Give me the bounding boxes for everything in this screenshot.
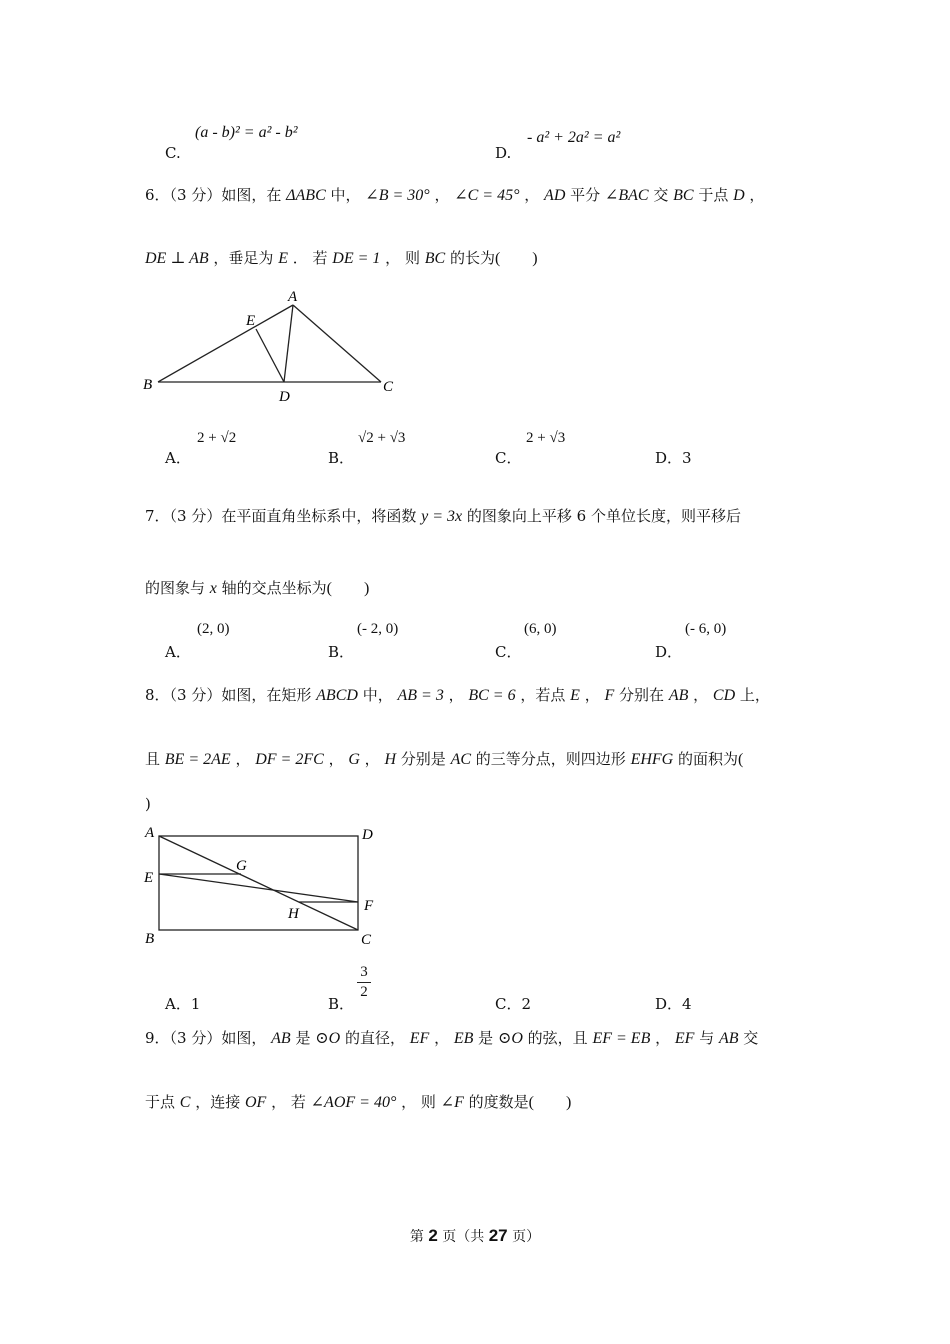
text-segment: 的三等分点，则四边形 [471,750,631,768]
text-segment: 如图， [221,1029,272,1047]
q7-option-c-value: (6, 0) [524,621,557,637]
text-segment: ， [744,186,765,204]
text-segment: ， [443,686,469,704]
q8-line-2 [145,749,743,770]
q7-number: 7． [145,507,170,525]
answer-blank: ( [738,751,744,768]
math-expression: AB = 3 [397,687,444,704]
q9-line-1 [145,1028,758,1049]
math-expression: ⊙O [315,1030,341,1047]
q8-label-e: E [144,870,154,886]
text-segment: ， [323,750,349,768]
q6-line-2 [145,248,538,269]
text-segment: 的图象向上平移 6 个单位长度，则平移后 [462,507,741,525]
math-expression: EF [674,1030,695,1047]
text-segment: ， [230,750,256,768]
q6-option-c-value: 2 + √3 [526,430,566,446]
text-segment: 是 [290,1029,316,1047]
math-expression: D [733,187,745,204]
q8-option-b-label: B． [328,995,355,1013]
math-expression: CD [712,687,736,704]
math-expression: ∠B = 30° [365,187,430,204]
q5-option-d-expr: - a² + 2a² = a² [527,129,621,146]
q5-option-c-label: C. [165,144,181,162]
page-footer: 第 2 页（共 27 页） [409,1226,541,1245]
q8-fraction-bar [357,982,371,983]
q7-line-1 [145,506,741,527]
q8-option-a: A．1 [165,995,201,1013]
q6-edge-ac [293,305,381,382]
math-expression: EB [453,1030,474,1047]
math-expression: EHFG [630,751,674,768]
math-expression: AC [450,751,472,768]
text-segment: ， 若 [266,1093,311,1111]
q8-option-b-fraction [357,964,371,1001]
text-segment: 的面积为 [673,750,738,768]
math-expression: ∠F [440,1094,464,1111]
q7-option-a-label: A． [165,643,191,661]
q6-option-a-value: 2 + √2 [197,430,237,446]
text-segment: 交 [738,1029,759,1047]
q8-line-3: ) [145,795,151,813]
q8-label-a: A [145,825,155,841]
text-segment: ． 若 [287,249,333,267]
q6-edge-ba [158,305,293,382]
q6-line-1 [145,185,764,206]
answer-blank: ( ) [528,1094,572,1111]
text-segment: ， 则 [396,1093,441,1111]
text-segment: 上， [735,686,770,704]
text-segment: 中， [357,686,398,704]
q7-option-a-value: (2, 0) [197,621,230,637]
text-segment: ， [579,686,605,704]
q8-label-g: G [236,858,247,874]
text-segment: 分别是 [396,750,451,768]
q6-label-c: C [383,379,394,395]
q8-number: 8． [145,686,170,704]
math-expression: DE = 1 [332,250,381,267]
q8-score: （3 分） [169,686,222,704]
math-expression: H [384,751,397,768]
math-expression: DF = 2FC [255,751,324,768]
text-segment: 的长为 [445,249,495,267]
q5-option-c-expr: (a - b)² = a² - b² [195,124,298,141]
math-expression: ∠BAC [604,187,649,204]
text-segment: 平分 [565,186,605,204]
q8-option-d: D．4 [655,995,692,1013]
text-segment: ， [688,686,713,704]
q6-option-b-value: √2 + √3 [358,430,406,446]
text-segment: 于点 [693,186,734,204]
q9-number: 9． [145,1029,170,1047]
q6-edge-ad [284,305,293,382]
math-expression: AD [544,187,566,204]
text-segment: ，连接 [190,1093,245,1111]
text-segment: 于点 [145,1093,180,1111]
q6-label-d: D [279,389,290,405]
text-segment: 的弦，且 [522,1029,593,1047]
math-expression: E [570,687,580,704]
q9-line-2 [145,1092,571,1113]
text-segment: 在平面直角坐标系中，将函数 [221,507,422,525]
math-expression: AB [271,1030,291,1047]
text-segment: 且 [145,750,165,768]
text-segment: ， [519,186,545,204]
q8-fraction-numerator: 3 [360,964,368,980]
footer-total-pages: 27 [488,1226,508,1245]
q6-edge-de [256,329,284,382]
text-segment: 是 [473,1029,498,1047]
q8-fraction-denominator: 2 [360,984,368,1000]
text-segment: 轴的交点坐标为 [216,579,327,597]
text-segment: ，垂足为 [208,249,279,267]
text-segment: 的度数是 [463,1093,529,1111]
q7-score: （3 分） [169,507,222,525]
text-segment: 与 [694,1029,719,1047]
q8-label-c: C [361,932,372,948]
math-expression: ∠AOF = 40° [310,1094,397,1111]
text-segment: 如图，在矩形 [221,686,317,704]
text-segment: ， 则 [380,249,425,267]
math-expression: BE = 2AE [164,751,231,768]
math-expression: EF [409,1030,430,1047]
q9-score: （3 分） [169,1029,222,1047]
answer-blank: ( ) [494,250,538,267]
text-segment: 中， [325,186,366,204]
math-expression: AB [668,687,689,704]
footer-page-number: 2 [428,1226,438,1245]
text-segment: ，若点 [515,686,571,704]
text-segment: ， [650,1029,675,1047]
text-segment: 分别在 [614,686,669,704]
q7-option-d-label: D． [655,643,683,661]
math-expression: y = 3x [421,508,463,525]
q6-option-a-label: A． [165,449,191,467]
q8-label-b: B [145,931,155,947]
text-segment: 的直径， [340,1029,410,1047]
math-expression: BC [673,187,694,204]
text-segment: 如图，在 [221,186,287,204]
q8-segment-ef [159,874,358,902]
q8-diagonal-ac [159,836,358,930]
math-expression: OF [245,1094,267,1111]
math-expression: AB [718,1030,739,1047]
text-segment: 的图象与 [145,579,210,597]
q8-label-h: H [288,906,299,922]
math-expression: G [348,751,360,768]
math-expression: ∠C = 45° [454,187,520,204]
math-expression: F [604,687,615,704]
q8-rectangle-figure [140,822,385,950]
q7-option-c-label: C． [495,643,522,661]
math-expression: C [179,1094,191,1111]
q5-option-d-label: D. [495,144,512,162]
text-segment: ， [429,1029,454,1047]
answer-blank: ( ) [326,580,370,597]
q8-line-1 [145,685,770,706]
q6-triangle-figure [138,285,408,410]
math-expression: EF = EB [592,1030,651,1047]
q7-option-b-value: (- 2, 0) [357,621,399,637]
q6-score: （3 分） [169,186,222,204]
math-expression: ABCD [316,687,358,704]
math-expression: BC [424,250,446,267]
q6-option-d: D．3 [655,449,692,467]
text-segment: ， [359,750,385,768]
q8-label-d: D [362,827,373,843]
math-expression: DE ⊥ AB [145,250,209,267]
q6-option-b-label: B． [328,449,355,467]
q7-line-2 [145,578,369,599]
q6-label-a: A [288,289,298,305]
q8-label-f: F [364,898,374,914]
math-expression: ΔABC [286,187,326,204]
q8-option-c: C．2 [495,995,532,1013]
math-expression: E [278,250,288,267]
q6-number: 6． [145,186,170,204]
math-expression: BC = 6 [468,687,516,704]
q7-option-d-value: (- 6, 0) [685,621,727,637]
math-expression: ⊙O [497,1030,523,1047]
q6-label-b: B [143,377,153,393]
q7-option-b-label: B． [328,643,355,661]
math-expression: x [209,580,217,597]
q6-option-c-label: C． [495,449,522,467]
text-segment: 交 [648,186,674,204]
text-segment: ， [429,186,455,204]
q6-label-e: E [246,313,256,329]
